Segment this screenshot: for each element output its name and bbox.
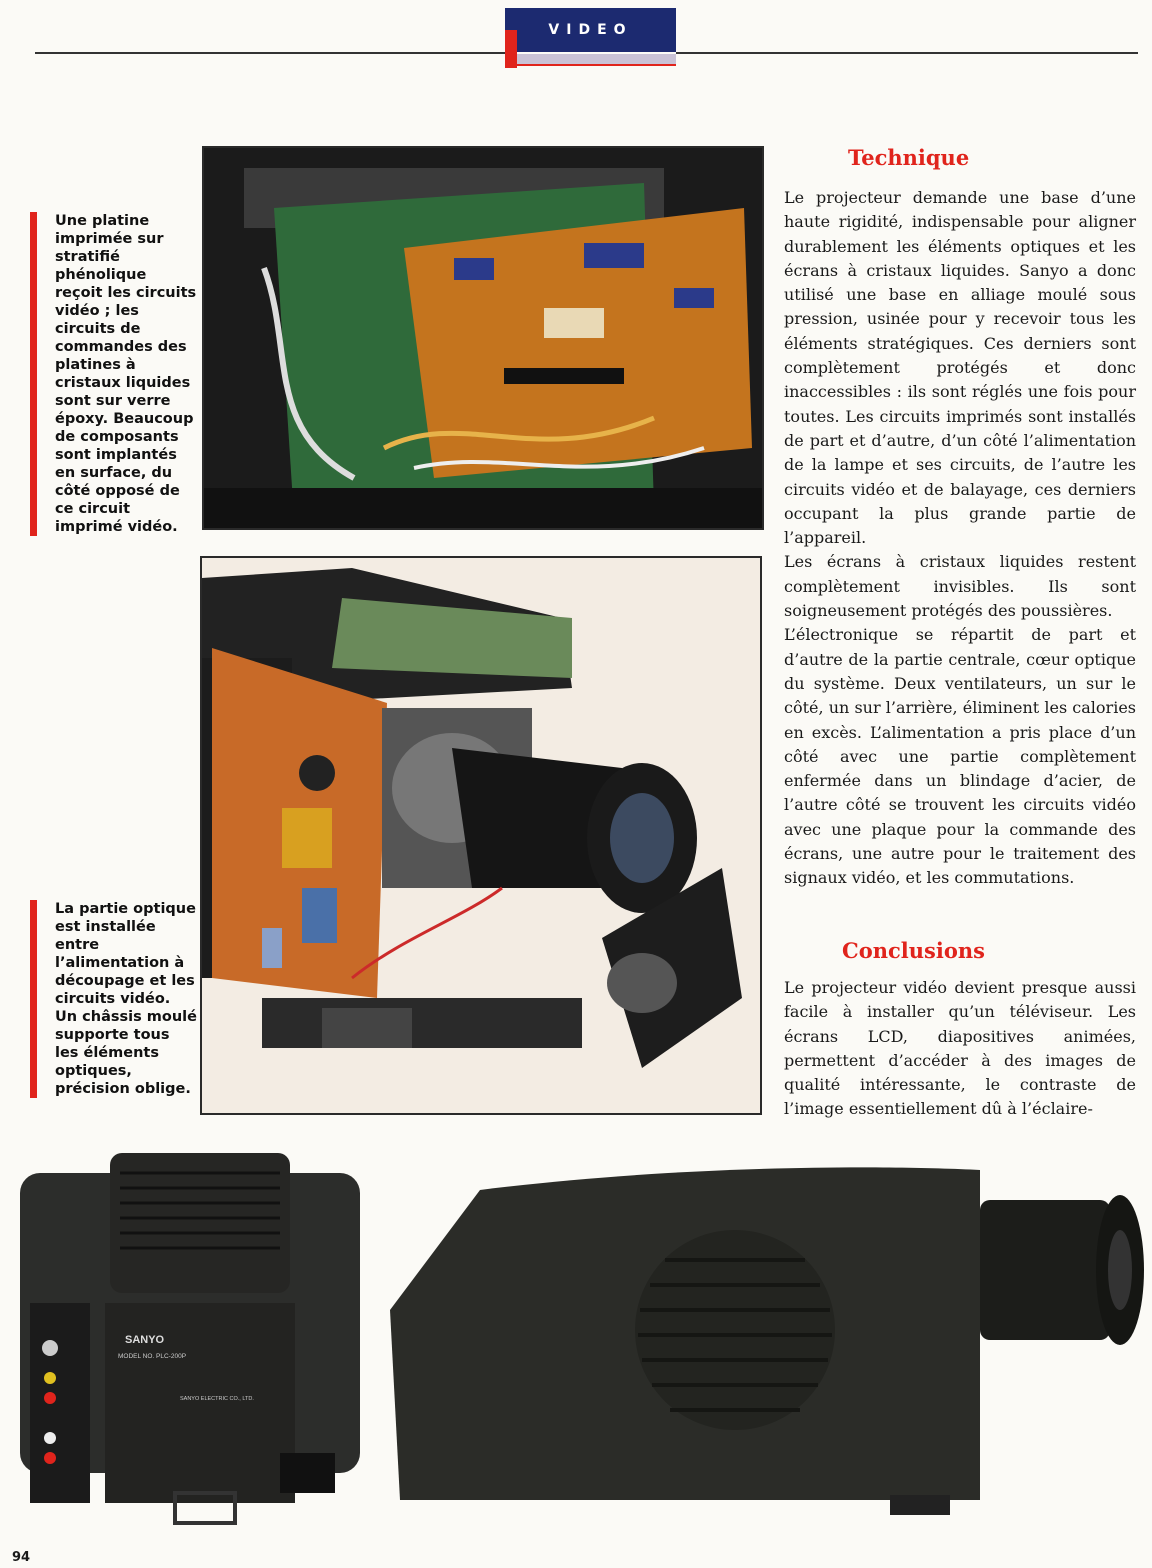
header-rule-right (676, 52, 1138, 54)
section-tab-underline (517, 54, 676, 66)
article-body (784, 186, 1136, 891)
header-rule-left (35, 52, 505, 54)
rear-label-brand: SANYO (125, 1334, 165, 1346)
article-body (784, 976, 1136, 1122)
section-heading: Conclusions (842, 938, 985, 963)
section-heading: Technique (848, 145, 970, 170)
section-tab: VIDEO (505, 8, 676, 52)
rear-panel-photo (10, 1153, 362, 1537)
paragraph: L’électronique se répartit de part et d’autre de la partie centrale, cœur optique du système. Deux ventilateurs, un sur le côté, un sur l’arrière, éliminent les calories en excès. L’alimentation a pris place d’un côté avec une partie complètement enfermée dans un blindage d’acier, de l’autre côté se trouvent les circuits vidéo avec une plaque pour la commande des écrans, une autre pour le traitement des signaux vidéo, et les commutations. (784, 625, 1136, 888)
photo-caption: La partie optique est installée entre l’alimentation à découpage et les circuits vidéo. Un châssis moulé supporte tous les éléments optiques, précision oblige. (30, 900, 197, 1098)
paragraph: Le projecteur vidéo devient presque aussi facile à installer qu’un téléviseur. Les écrans LCD, diapositives animées, permettent d’accéder à des images de qualité intéressante, le contraste de l’image essentiellement dû à l’éclaire- (784, 978, 1136, 1119)
circuit-board-photo (202, 146, 764, 530)
projector-side-photo (380, 1160, 1152, 1532)
page-number: 94 (12, 1550, 31, 1565)
section-tab-accent (505, 30, 517, 68)
paragraph: Les écrans à cristaux liquides restent complètement invisibles. Ils sont soigneusement protégés des poussières. (784, 552, 1136, 621)
rear-label-maker: SANYO ELECTRIC CO., LTD. (180, 1396, 254, 1402)
rear-label-model: MODEL NO. PLC-200P (118, 1353, 187, 1360)
photo-caption: Une platine imprimée sur stratifié phénolique reçoit les circuits vidéo ; les circuits de commandes des platines à cristaux liquides sont sur verre époxy. Beaucoup de composants sont implantés en surface, du côté opposé de ce circuit imprimé vidéo. (30, 212, 197, 536)
paragraph: Le projecteur demande une base d’une haute rigidité, indispensable pour aligner durablement les éléments optiques et les écrans à cristaux liquides. Sanyo a donc utilisé une base en alliage moulé sous pression, usinée pour y recevoir tous les éléments stratégiques. Ces derniers sont complètement protégés et donc inaccessibles : ils sont réglés une fois pour toutes. Les circuits imprimés sont installés de part et d’autre, d’un côté l’alimentation de la lampe et ses circuits, de l’autre les circuits vidéo et de balayage, ces derniers occupant la plus grande partie de l’appareil. (784, 188, 1136, 548)
optics-photo (200, 556, 762, 1115)
